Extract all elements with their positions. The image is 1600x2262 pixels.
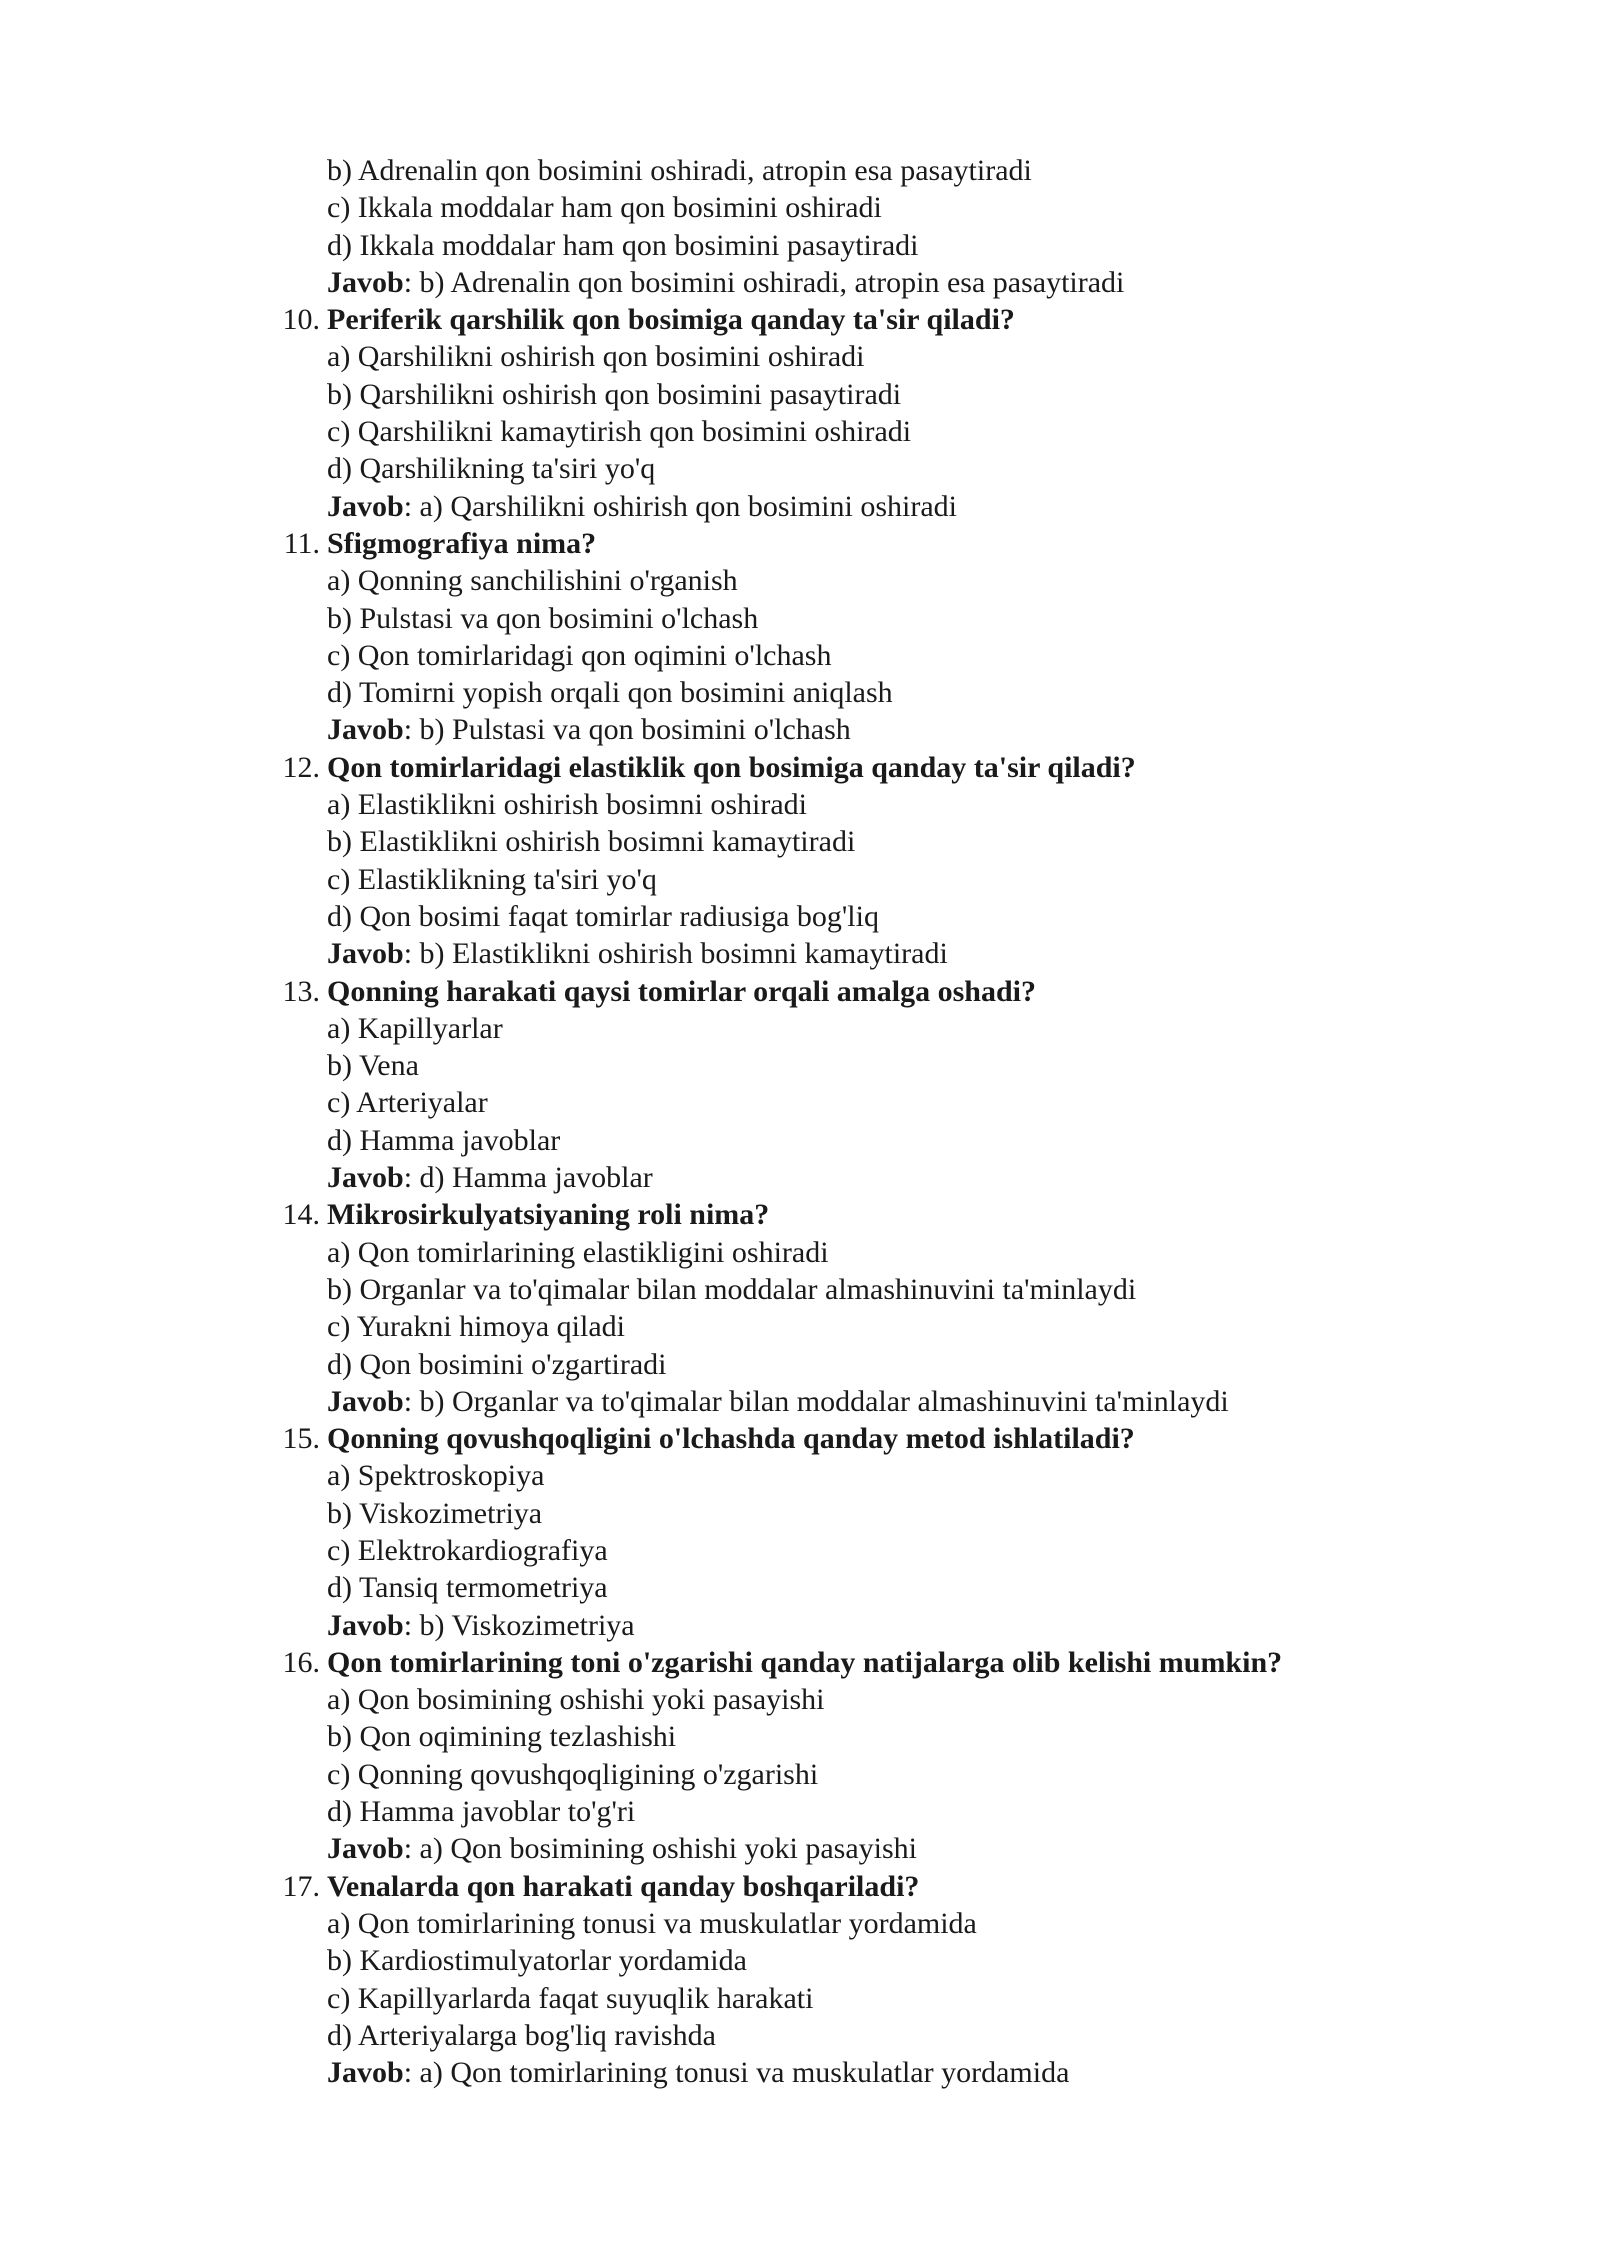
question-number: 17. — [282, 1869, 320, 1903]
answer-label: Javob — [327, 1161, 404, 1195]
answer-option: a) Qon tomirlarining elastikligini oshiradi — [327, 1235, 829, 1269]
answer-label: Javob — [327, 1608, 404, 1642]
answer-option: b) Vena — [327, 1049, 419, 1083]
question-number: 12. — [282, 750, 320, 784]
answer-text: : a) Qon bosimining oshishi yoki pasayishi — [403, 1832, 918, 1866]
answer-option: b) Pulstasi va qon bosimini o'lchash — [327, 601, 759, 635]
answer-label: Javob — [327, 1832, 404, 1866]
answer-option: a) Qon bosimining oshishi yoki pasayishi — [327, 1683, 825, 1717]
question-heading — [275, 301, 1375, 338]
answer-option: a) Qonning sanchilishini o'rganish — [327, 564, 738, 598]
question-number: 11. — [283, 526, 320, 560]
correct-answer — [275, 1830, 1375, 1867]
answer-option: c) Qarshilikni kamaytirish qon bosimini oshiradi — [327, 415, 912, 449]
question-heading — [275, 525, 1375, 562]
question-block — [275, 1420, 1375, 1644]
question-block — [275, 973, 1375, 1197]
answer-label: Javob — [327, 713, 404, 747]
question-block — [275, 1644, 1375, 1868]
answer-option: c) Ikkala moddalar ham qon bosimini oshiradi — [327, 191, 882, 225]
question-text: Qonning harakati qaysi tomirlar orqali amalga oshadi? — [327, 974, 1036, 1008]
question-continuation — [275, 152, 1375, 301]
answer-label: Javob — [327, 265, 404, 299]
answer-text: : a) Qarshilikni oshirish qon bosimini oshiradi — [403, 489, 957, 523]
answer-option: c) Arteriyalar — [327, 1086, 488, 1120]
question-block — [275, 749, 1375, 973]
answer-option: a) Kapillyarlar — [327, 1011, 503, 1045]
question-number: 13. — [282, 974, 320, 1008]
question-heading — [275, 1868, 1375, 1905]
answer-option: b) Qarshilikni oshirish qon bosimini pasaytiradi — [327, 377, 902, 411]
question-text: Qon tomirlarining toni o'zgarishi qanday natijalarga olib kelishi mumkin? — [327, 1645, 1283, 1679]
answer-option: b) Viskozimetriya — [327, 1496, 543, 1530]
question-heading — [275, 1420, 1375, 1457]
answer-label: Javob — [327, 2056, 404, 2090]
answer-text: : b) Pulstasi va qon bosimini o'lchash — [403, 713, 851, 747]
answer-option: c) Elastiklikning ta'siri yo'q — [327, 862, 657, 896]
answer-option: a) Spektroskopiya — [327, 1459, 545, 1493]
answer-label: Javob — [327, 489, 404, 523]
answer-label: Javob — [327, 937, 404, 971]
question-text: Periferik qarshilik qon bosimiga qanday ta'sir qiladi? — [327, 303, 1015, 337]
correct-answer — [275, 1383, 1375, 1420]
answer-option: c) Qonning qovushqoqligining o'zgarishi — [327, 1757, 819, 1791]
answer-option: b) Adrenalin qon bosimini oshiradi, atropin esa pasaytiradi — [327, 154, 1032, 187]
answer-option: b) Kardiostimulyatorlar yordamida — [327, 1944, 747, 1978]
correct-answer — [275, 1607, 1375, 1644]
answer-text: : b) Adrenalin qon bosimini oshiradi, atropin esa pasaytiradi — [403, 265, 1125, 299]
question-block — [275, 525, 1375, 749]
answer-text: : b) Elastiklikni oshirish bosimni kamaytiradi — [403, 937, 948, 971]
answer-option: c) Qon tomirlaridagi qon oqimini o'lchash — [327, 638, 832, 672]
correct-answer — [275, 1159, 1375, 1196]
answer-option: d) Tomirni yopish orqali qon bosimini aniqlash — [327, 676, 893, 710]
question-number: 15. — [282, 1422, 320, 1456]
answer-label: Javob — [327, 1384, 404, 1418]
answer-option: c) Elektrokardiografiya — [327, 1533, 608, 1567]
question-heading — [275, 973, 1375, 1010]
answer-option: a) Qarshilikni oshirish qon bosimini oshiradi — [327, 340, 865, 374]
question-number: 16. — [282, 1645, 320, 1679]
answer-option: d) Qon bosimi faqat tomirlar radiusiga bog'liq — [327, 899, 879, 933]
answer-text: : b) Organlar va to'qimalar bilan moddalar almashinuvini ta'minlaydi — [403, 1384, 1229, 1418]
answer-text: : a) Qon tomirlarining tonusi va muskulatlar yordamida — [403, 2056, 1070, 2090]
answer-option: b) Organlar va to'qimalar bilan moddalar almashinuvini ta'minlaydi — [327, 1272, 1137, 1306]
correct-answer — [275, 264, 1375, 301]
question-text: Mikrosirkulyatsiyaning roli nima? — [327, 1198, 770, 1232]
answer-option: d) Hamma javoblar to'g'ri — [327, 1795, 636, 1829]
answer-option: a) Qon tomirlarining tonusi va muskulatlar yordamida — [327, 1906, 977, 1940]
answer-option: d) Arteriyalarga bog'liq ravishda — [327, 2018, 716, 2052]
question-text: Sfigmografiya nima? — [327, 526, 597, 560]
question-text: Qonning qovushqoqligini o'lchashda qanday metod ishlatiladi? — [327, 1422, 1135, 1456]
answer-option: d) Tansiq termometriya — [327, 1571, 608, 1605]
correct-answer — [275, 488, 1375, 525]
correct-answer — [275, 935, 1375, 972]
question-text: Qon tomirlaridagi elastiklik qon bosimiga qanday ta'sir qiladi? — [327, 750, 1136, 784]
correct-answer — [275, 711, 1375, 748]
answer-option: b) Qon oqimining tezlashishi — [327, 1720, 677, 1754]
question-heading — [275, 1196, 1375, 1233]
quiz-content — [275, 152, 1375, 2091]
question-number: 10. — [282, 303, 320, 337]
correct-answer — [275, 2054, 1375, 2091]
answer-option: d) Qarshilikning ta'siri yo'q — [327, 452, 656, 486]
question-number: 14. — [282, 1198, 320, 1232]
question-text: Venalarda qon harakati qanday boshqariladi? — [327, 1869, 920, 1903]
question-block — [275, 301, 1375, 525]
answer-option: c) Yurakni himoya qiladi — [327, 1310, 625, 1344]
answer-option: a) Elastiklikni oshirish bosimni oshiradi — [327, 788, 807, 822]
answer-option: d) Ikkala moddalar ham qon bosimini pasaytiradi — [327, 228, 919, 262]
answer-option: d) Qon bosimini o'zgartiradi — [327, 1347, 667, 1381]
answer-option: b) Elastiklikni oshirish bosimni kamaytiradi — [327, 825, 856, 859]
question-heading — [275, 749, 1375, 786]
question-block — [275, 1868, 1375, 2092]
question-heading — [275, 1644, 1375, 1681]
answer-text: : b) Viskozimetriya — [403, 1608, 635, 1642]
answer-text: : d) Hamma javoblar — [403, 1161, 653, 1195]
answer-option: c) Kapillyarlarda faqat suyuqlik harakati — [327, 1981, 814, 2015]
answer-option: d) Hamma javoblar — [327, 1123, 561, 1157]
question-block — [275, 1196, 1375, 1420]
